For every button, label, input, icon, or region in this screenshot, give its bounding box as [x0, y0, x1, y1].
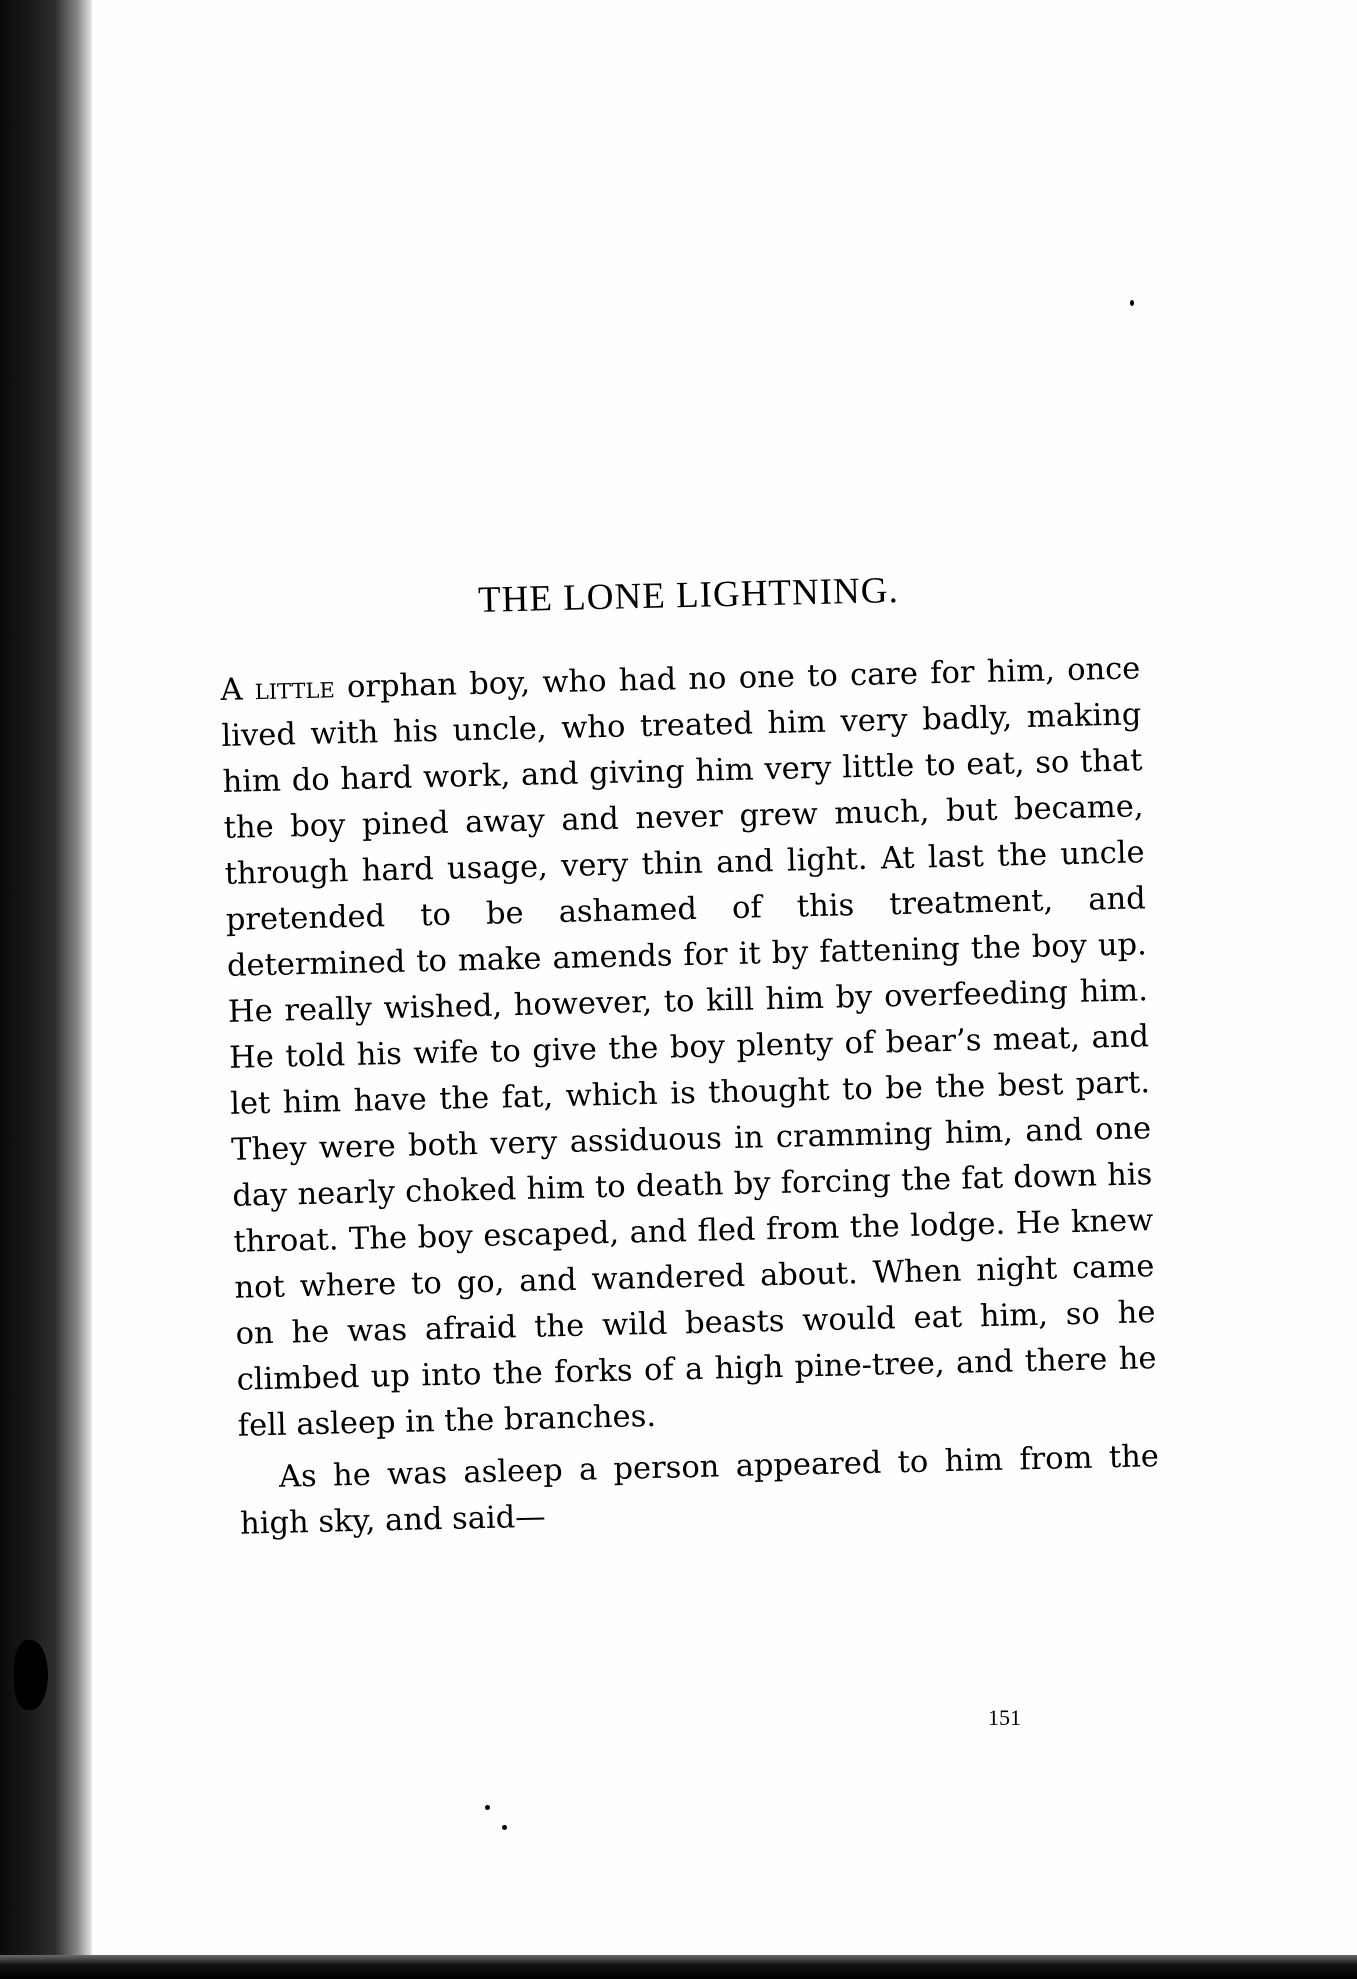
paragraph-2: As he was asleep a person appeared to him from the high sky, and said—	[239, 1439, 1160, 1542]
ink-speck	[1130, 300, 1134, 306]
chapter-title: THE LONE LIGHTNING.	[477, 569, 900, 621]
page-text-block	[218, 563, 1160, 1547]
ink-speck	[502, 1825, 507, 1830]
paragraph-1-body: orphan boy, who had no one to care for him, once lived with his uncle, who treated him very badly, making him do hard work, and giving him very little to eat, so that the boy pined away and never grew much, but became, through hard usage, very thin and light. At last the uncle pretended to be ashamed of this treatment, and determined to make amends for it by fattening the boy up. He really wished, however, to kill him by overfeeding him. He told his wife to give the boy plenty of bear’s meat, and let him have the fat, which is thought to be the best part. They were both very assiduous in cramming him, and one day nearly choked him to death by forcing the fat down his throat. The boy escaped, and fled from the lodge. He knew not where to go, and wandered about. When night came on he was afraid the wild beasts would eat him, so he climbed up into the forks of a high pine-tree, and there he fell asleep in the branches.	[221, 651, 1157, 1444]
page-number: 151	[988, 1705, 1021, 1730]
paragraph-1	[220, 646, 1158, 1449]
book-binding-edge	[0, 0, 92, 1979]
page-bottom-edge	[0, 1955, 1357, 1979]
paragraph-lead-in: A little	[220, 670, 336, 708]
ink-speck	[485, 1805, 490, 1810]
binding-ink-blot	[14, 1640, 48, 1710]
